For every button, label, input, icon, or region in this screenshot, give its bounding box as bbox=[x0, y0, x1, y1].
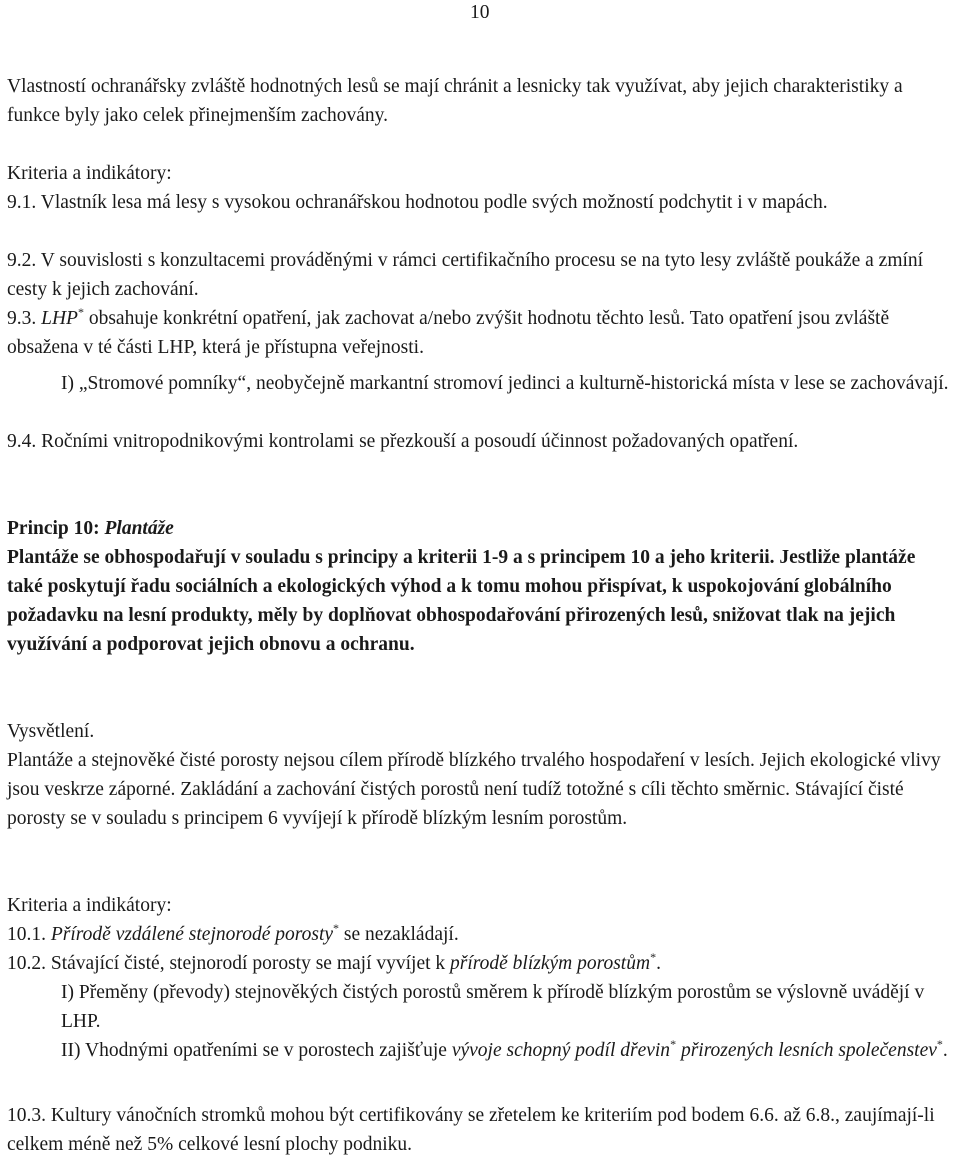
page-number: 10 bbox=[470, 2, 490, 23]
criterion-10-1-prefix: 10.1. bbox=[7, 924, 51, 945]
section-10-heading: Kriteria a indikátory: bbox=[7, 895, 172, 916]
principle-10-heading bbox=[7, 514, 952, 543]
criterion-10-2-indicator-1: I) Přeměny (převody) stejnověkých čistých porostů směrem k přírodě blízkým porostům se výslovně uvádějí v LHP. bbox=[61, 982, 925, 1032]
footnote-mark: * bbox=[670, 1037, 677, 1051]
indicator-2-prefix: II) Vhodnými opatřeními se v porostech zajišťuje bbox=[61, 1040, 452, 1061]
criterion-9-3-indicator-1: I) „Stromové pomníky“, neobyčejně markantní stromoví jedinci a kulturně-historická místa v lese se zachovávají. bbox=[61, 373, 949, 394]
footnote-mark: * bbox=[333, 921, 340, 935]
criterion-10-2-indicator-2 bbox=[7, 1036, 952, 1065]
criterion-9-3 bbox=[7, 304, 952, 362]
footnote-mark: * bbox=[650, 950, 657, 964]
intro-paragraph: Vlastností ochranářsky zvláště hodnotných lesů se mají chránit a lesnicky tak využívat, aby jejich charakteristiky a funkce byly jako celek přinejmenším zachovány. bbox=[7, 76, 903, 126]
indicator-2-end: . bbox=[942, 1040, 948, 1061]
principle-10-label: Princip 10: bbox=[7, 518, 105, 539]
criterion-9-3-prefix: 9.3. bbox=[7, 308, 42, 329]
explanation-text: Plantáže a stejnověké čisté porosty nejsou cílem přírodě blízkého trvalého hospodaření v lesích. Jejich ekologické vlivy jsou veskrze záporné. Zakládání a zachování čistých porostů není tudíž totožné s cíli těchto směrnic. Stávající čisté porosty se v souladu s principem 6 vyvíjejí k přírodě blízkým lesním porostům. bbox=[7, 750, 941, 829]
indicator-2-term-1: vývoje schopný podíl dřevin bbox=[451, 1040, 671, 1061]
criterion-10-1-term: Přírodě vzdálené stejnorodé porosty bbox=[50, 924, 334, 945]
criterion-9-4: 9.4. Ročními vnitropodnikovými kontrolami se přezkouší a posoudí účinnost požadovaných opatření. bbox=[7, 431, 799, 452]
criterion-9-3-text: obsahuje konkrétní opatření, jak zachovat a/nebo zvýšit hodnotu těchto lesů. Tato opatření jsou zvláště obsažena v té části LHP, která je přístupna veřejnosti. bbox=[7, 308, 890, 358]
footnote-mark: * bbox=[77, 305, 84, 319]
criterion-10-2-term: přírodě blízkým porostům bbox=[450, 953, 651, 974]
indicator-2-term-2: přirozených lesních společenstev bbox=[680, 1040, 937, 1061]
criterion-9-1: 9.1. Vlastník lesa má lesy s vysokou ochranářskou hodnotou podle svých možností podchytit i v mapách. bbox=[7, 192, 828, 213]
lhp-term: LHP bbox=[41, 308, 78, 329]
criterion-10-2 bbox=[7, 949, 952, 978]
principle-10-title: Plantáže bbox=[104, 518, 174, 539]
criterion-10-3: 10.3. Kultury vánočních stromků mohou být certifikovány se zřetelem ke kriteriím pod bodem 6.6. až 6.8., zaujímají-li celkem méně než 5% celkové lesní plochy podniku. bbox=[7, 1105, 935, 1155]
principle-10-statement: Plantáže se obhospodařují v souladu s principy a kriterii 1-9 a s principem 10 a jeho kriterii. Jestliže plantáže také poskytují řadu sociálních a ekologických výhod a k tomu mohou přispívat, k uspokojování globálního požadavku na lesní produkty, měly by doplňovat obhospodařování přirozených lesů, snižovat tlak na jejich využívání a podporovat jejich obnovu a ochranu. bbox=[7, 547, 916, 655]
criterion-10-2-end: . bbox=[656, 953, 661, 974]
criterion-10-2-prefix: 10.2. Stávající čisté, stejnorodí porosty se mají vyvíjet k bbox=[7, 953, 451, 974]
criterion-10-1 bbox=[7, 920, 952, 949]
criterion-9-2: 9.2. V souvislosti s konzultacemi prováděnými v rámci certifikačního procesu se na tyto lesy zvláště poukáže a zmíní cesty k jejich zachování. bbox=[7, 250, 924, 300]
section-9-heading: Kriteria a indikátory: bbox=[7, 163, 172, 184]
explanation-heading: Vysvětlení. bbox=[7, 721, 95, 742]
footnote-mark: * bbox=[936, 1037, 943, 1051]
criterion-10-1-text: se nezakládají. bbox=[339, 924, 459, 945]
